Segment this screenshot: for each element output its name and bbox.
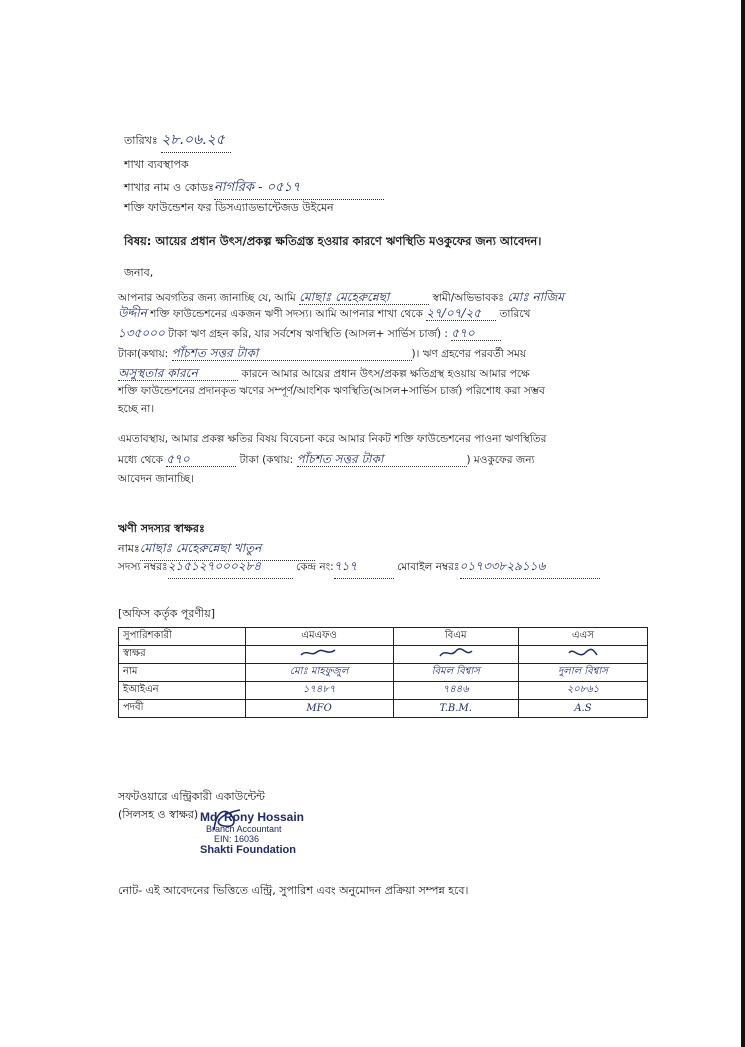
accountant-title: সফটওয়ারে এন্ট্রিকারী একাউন্টেন্ট <box>118 790 265 803</box>
row-label: স্বাক্ষর <box>119 646 246 664</box>
mobile-label: মোবাইল নম্বরঃ <box>397 561 460 573</box>
table-cell: মোঃ মাহফুজুল <box>245 664 393 682</box>
date-label: তারিখঃ <box>124 134 158 147</box>
table-cell: দুলাল বিশ্বাস <box>518 664 647 682</box>
para1-text: কারনে আমার আয়ের প্রধান উৎস/প্রকল্প ক্ষতিগ্রস্থ হওয়ায় আমার পক্ষে <box>241 368 530 380</box>
para1-line2 <box>118 306 653 321</box>
para2-text: মধ্যে থেকে <box>118 454 163 466</box>
table-header-cell: এমএফও <box>245 628 393 646</box>
table-row <box>119 682 648 700</box>
recipient-title: শাখা ব্যবস্থাপক <box>124 158 189 171</box>
subject-line <box>124 233 541 252</box>
para1-line3 <box>118 326 653 341</box>
signature-mark <box>299 647 339 659</box>
accountant-subtitle: (সিলসহ ও স্বাক্ষর) <box>118 808 199 821</box>
para2-text: ) মওকুফের জন্য <box>466 454 535 466</box>
para2-line3: আবেদন জানাচ্ছি। <box>118 473 194 485</box>
stamp-org: Shakti Foundation <box>200 844 296 856</box>
member-no-value: ২১৫১২৭০০০২৮৪ <box>168 558 293 579</box>
office-caption: [অফিস কর্তৃক পূরণীয়] <box>118 607 215 620</box>
table-cell: ১৭৪৮৭ <box>245 682 393 700</box>
signature-mark <box>563 647 603 659</box>
table-header-cell: বিএম <box>393 628 518 646</box>
para1-text: টাকা(কথায়: <box>118 348 169 360</box>
table-cell: বিমল বিশ্বাস <box>393 664 518 682</box>
branch-label: শাখার নাম ও কোডঃ <box>124 181 214 194</box>
para1-text: আপনার অবগতির জন্য জানাচ্ছি যে, আমি <box>118 292 296 304</box>
subject-label: বিষয়: <box>124 234 152 248</box>
reason-filled: অসুস্থতার কারনে <box>118 366 238 381</box>
para1-line7: হচ্ছে না। <box>118 403 155 415</box>
branch-value: নাগরিক - ০৫১৭ <box>214 178 384 200</box>
loan-amount-filled: ১৩৫০০০ <box>118 326 165 340</box>
branch-line <box>124 178 384 200</box>
date-line <box>124 128 231 153</box>
accountant-signature <box>210 806 244 834</box>
para1-line6: শক্তি ফাউন্ডেশনের প্রদানকৃত ঋণের সম্পূর্ণ/আংশিক ঋণস্থিতি(আসল+সার্ভিস চার্জ) পরিশোধ করা সম্ভব <box>118 385 545 397</box>
borrower-signature-heading: ঋণী সদস্যর স্বাক্ষরঃ <box>118 522 205 535</box>
signature-cell <box>518 646 647 664</box>
center-no-label: কেন্দ্র নং: <box>295 561 334 573</box>
member-no-label: সদস্য নম্বরঃ <box>118 561 168 573</box>
para1-text: )। ঋণ গ্রহণের পরবর্তী সময় <box>411 348 527 360</box>
borrower-name-value: মোছাঃ মেহেরুন্নেছা খাতুন <box>140 540 315 561</box>
salutation: জনাব, <box>124 266 154 279</box>
balance-filled: ৫৭০ <box>451 326 501 341</box>
para1-line1 <box>118 290 653 305</box>
table-cell: T.B.M. <box>393 700 518 718</box>
table-cell: ৭৪৪৬ <box>393 682 518 700</box>
para1-text: তারিখে <box>499 308 531 320</box>
row-label: নাম <box>119 664 246 682</box>
scan-edge <box>741 0 745 1047</box>
borrower-ids-line <box>118 558 600 579</box>
table-cell: ২০৮৬১ <box>518 682 647 700</box>
waiver-words-filled: পাঁচশত সত্তর টাকা <box>297 452 467 467</box>
para1-text: টাকা ঋণ গ্রহন করি, যার সর্বশেষ ঋণস্থিতি (আসল+ সার্ভিস চার্জ) : <box>168 328 448 340</box>
borrower-name-filled: মোছাঃ মেহেরুন্নেছা <box>299 290 429 305</box>
date-value: ২৮.০৬.২৫ <box>161 128 231 153</box>
table-header-cell: সুপারিশকারী <box>119 628 246 646</box>
guardian-filled-2: উদ্দীন <box>118 306 147 320</box>
para1-text: স্বামী/অভিভাবকঃ <box>432 292 504 304</box>
stamp-title: Branch Accountant <box>206 824 282 834</box>
row-label: ইআইএন <box>119 682 246 700</box>
para2-line1: এমতাবস্থায়, আমার প্রকল্প ক্ষতির বিষয় বিবেচনা করে আমার নিকট শক্তি ফাউন্ডেশনের পাওনা ঋণস্থিতির <box>118 433 547 445</box>
table-row <box>119 628 648 646</box>
signature-cell <box>393 646 518 664</box>
signature-mark <box>436 647 476 659</box>
mobile-value: ০১৭৩৩৮২৯১১৬ <box>460 558 600 579</box>
organization-name: শক্তি ফাউন্ডেশন ফর ডিসএ্যাডভান্টেজড উইমেন <box>124 201 334 214</box>
stamp-name: Md. Rony Hossain <box>200 810 305 824</box>
table-row <box>119 664 648 682</box>
para1-line5 <box>118 366 653 381</box>
stamp-ein: EIN: 16036 <box>214 834 260 844</box>
signature-cell <box>245 646 393 664</box>
table-row <box>119 646 648 664</box>
table-cell: A.S <box>518 700 647 718</box>
center-no-value: ৭১৭ <box>334 558 394 579</box>
footer-note: নোট- এই আবেদনের ভিত্তিতে এন্ট্রি, সুপারিশ এবং অনুমোদন প্রক্রিয়া সম্পন্ন হবে। <box>118 884 469 897</box>
para1-text: শক্তি ফাউন্ডেশনের একজন ঋণী সদস্য। আমি আপনার শাখা থেকে <box>150 308 423 320</box>
table-row <box>119 700 648 718</box>
para2-line2 <box>118 452 653 467</box>
waiver-amount-filled: ৫৭০ <box>166 452 236 467</box>
para2-text: টাকা (কথায়: <box>239 454 294 466</box>
para1-line4 <box>118 346 653 361</box>
office-table <box>118 627 648 718</box>
row-label: পদবী <box>119 700 246 718</box>
table-cell: MFO <box>245 700 393 718</box>
balance-words-filled: পাঁচশত সত্তর টাকা <box>172 346 412 361</box>
loan-date-filled: ২৭/০৭/২৫ <box>426 306 496 321</box>
table-header-cell: এএস <box>518 628 647 646</box>
guardian-filled: মোঃ নাজিম <box>507 290 564 304</box>
subject-text: আয়ের প্রধান উৎস/প্রকল্প ক্ষতিগ্রস্ত হওয়ার কারণে ঋণস্থিতি মওকুফের জন্য আবেদন। <box>155 234 542 248</box>
borrower-name-label: নামঃ <box>118 542 140 555</box>
